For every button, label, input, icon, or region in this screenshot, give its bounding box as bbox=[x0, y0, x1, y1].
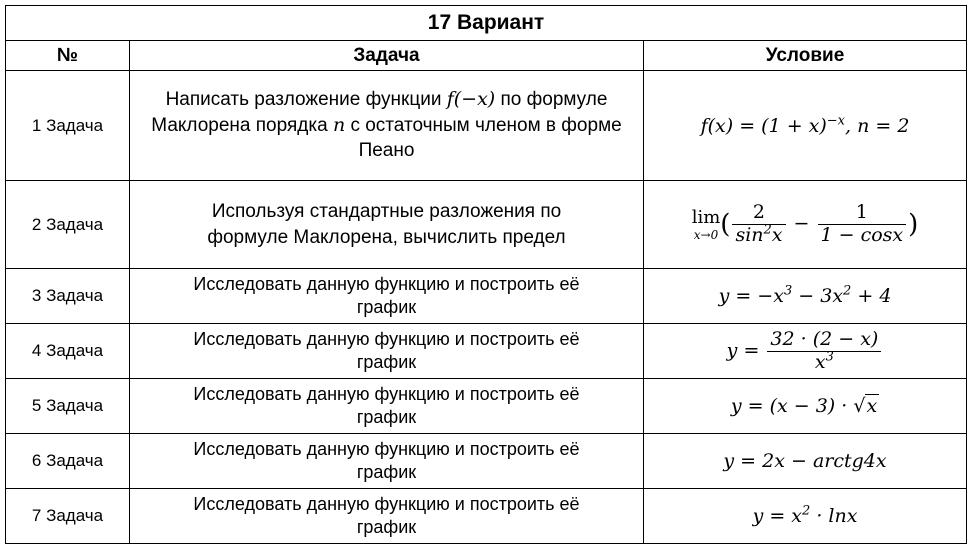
header-row bbox=[6, 41, 967, 71]
formula-part: x bbox=[771, 224, 783, 246]
formula-part: + 4 bbox=[851, 285, 892, 307]
formula-exponent: 3 bbox=[825, 349, 834, 365]
limit-word: lim bbox=[691, 206, 721, 228]
task-text: Исследовать данную функцию и построить её график bbox=[130, 269, 644, 324]
formula-part: x bbox=[814, 350, 826, 373]
header-condition: Условие bbox=[644, 41, 967, 71]
formula-part: − 3x bbox=[792, 285, 844, 307]
formula-part: y = (x − 3) · bbox=[730, 395, 854, 417]
limit-subscript: x→0 bbox=[693, 227, 719, 242]
task-condition bbox=[644, 489, 967, 544]
math-expr: n bbox=[332, 113, 346, 136]
task-number: 3 Задача bbox=[6, 269, 130, 324]
math-expr: f(−x) bbox=[446, 88, 496, 111]
task-condition bbox=[644, 379, 967, 434]
formula-part: y = x bbox=[752, 505, 803, 527]
formula-exponent: 2 bbox=[802, 503, 811, 519]
task-number: 5 Задача bbox=[6, 379, 130, 434]
table-row bbox=[6, 324, 967, 379]
fraction-denominator bbox=[767, 351, 881, 374]
task-text: Исследовать данную функцию и построить её график bbox=[130, 324, 644, 379]
task-condition bbox=[644, 71, 967, 181]
task-condition bbox=[644, 269, 967, 324]
task-text: Исследовать данную функцию и построить её график bbox=[130, 434, 644, 489]
task-text-part: по формуле Маклорена порядка bbox=[151, 89, 608, 136]
task-number: 4 Задача bbox=[6, 324, 130, 379]
formula-exponent: 2 bbox=[763, 222, 772, 238]
formula-part: · lnx bbox=[810, 505, 858, 527]
fraction-denominator: 1 − cosx bbox=[818, 224, 907, 247]
task-number: 2 Задача bbox=[6, 181, 130, 269]
table-row bbox=[6, 71, 967, 181]
task-text-part: с остаточным членом в форме Пеано bbox=[345, 114, 622, 162]
table-row bbox=[6, 181, 967, 269]
fraction bbox=[732, 202, 785, 247]
task-text: Исследовать данную функцию и построить её график bbox=[130, 379, 644, 434]
formula-part: y = 2x − arctg4x bbox=[723, 450, 887, 472]
formula-part: sin bbox=[735, 224, 764, 246]
minus-sign: − bbox=[787, 212, 816, 235]
table-row bbox=[6, 434, 967, 489]
task-text: Используя стандартные разложения по формуле Маклорена, вычислить предел bbox=[130, 181, 644, 269]
formula-exponent: 2 bbox=[843, 283, 852, 299]
fraction-numerator: 32 · (2 − x) bbox=[770, 327, 879, 350]
formula-part: f(x) = (1 + x) bbox=[700, 114, 827, 137]
table-row bbox=[6, 379, 967, 434]
task-condition bbox=[644, 324, 967, 379]
formula-part: , n = 2 bbox=[845, 114, 910, 137]
assignment-table bbox=[5, 5, 967, 544]
task-number: 1 Задача bbox=[6, 71, 130, 181]
formula-part: y = bbox=[726, 339, 766, 361]
fraction bbox=[767, 329, 881, 374]
square-root bbox=[853, 395, 879, 417]
fraction-numerator: 2 bbox=[752, 201, 766, 224]
task-text: Исследовать данную функцию и построить её график bbox=[130, 489, 644, 544]
header-num: № bbox=[6, 41, 130, 71]
task-number: 6 Задача bbox=[6, 434, 130, 489]
fraction bbox=[818, 202, 907, 247]
root-sign: √ bbox=[853, 395, 866, 417]
fraction-numerator: 1 bbox=[855, 201, 868, 224]
formula-exponent: 3 bbox=[783, 283, 793, 299]
radicand: x bbox=[866, 395, 878, 417]
limit-operator bbox=[691, 206, 721, 242]
title-row bbox=[6, 6, 967, 41]
table-row bbox=[6, 269, 967, 324]
formula-exponent: −x bbox=[826, 113, 846, 129]
task-number: 7 Задача bbox=[6, 489, 130, 544]
task-text bbox=[130, 71, 644, 181]
task-text-part: Написать разложение функции bbox=[165, 89, 447, 111]
fraction-denominator bbox=[732, 224, 785, 247]
task-condition bbox=[644, 181, 967, 269]
variant-title: 17 Вариант bbox=[6, 6, 967, 41]
open-paren: ( bbox=[720, 209, 731, 240]
header-task: Задача bbox=[130, 41, 644, 71]
task-condition bbox=[644, 434, 967, 489]
table-row bbox=[6, 489, 967, 544]
close-paren: ) bbox=[908, 209, 919, 240]
formula-part: y = −x bbox=[718, 285, 784, 307]
